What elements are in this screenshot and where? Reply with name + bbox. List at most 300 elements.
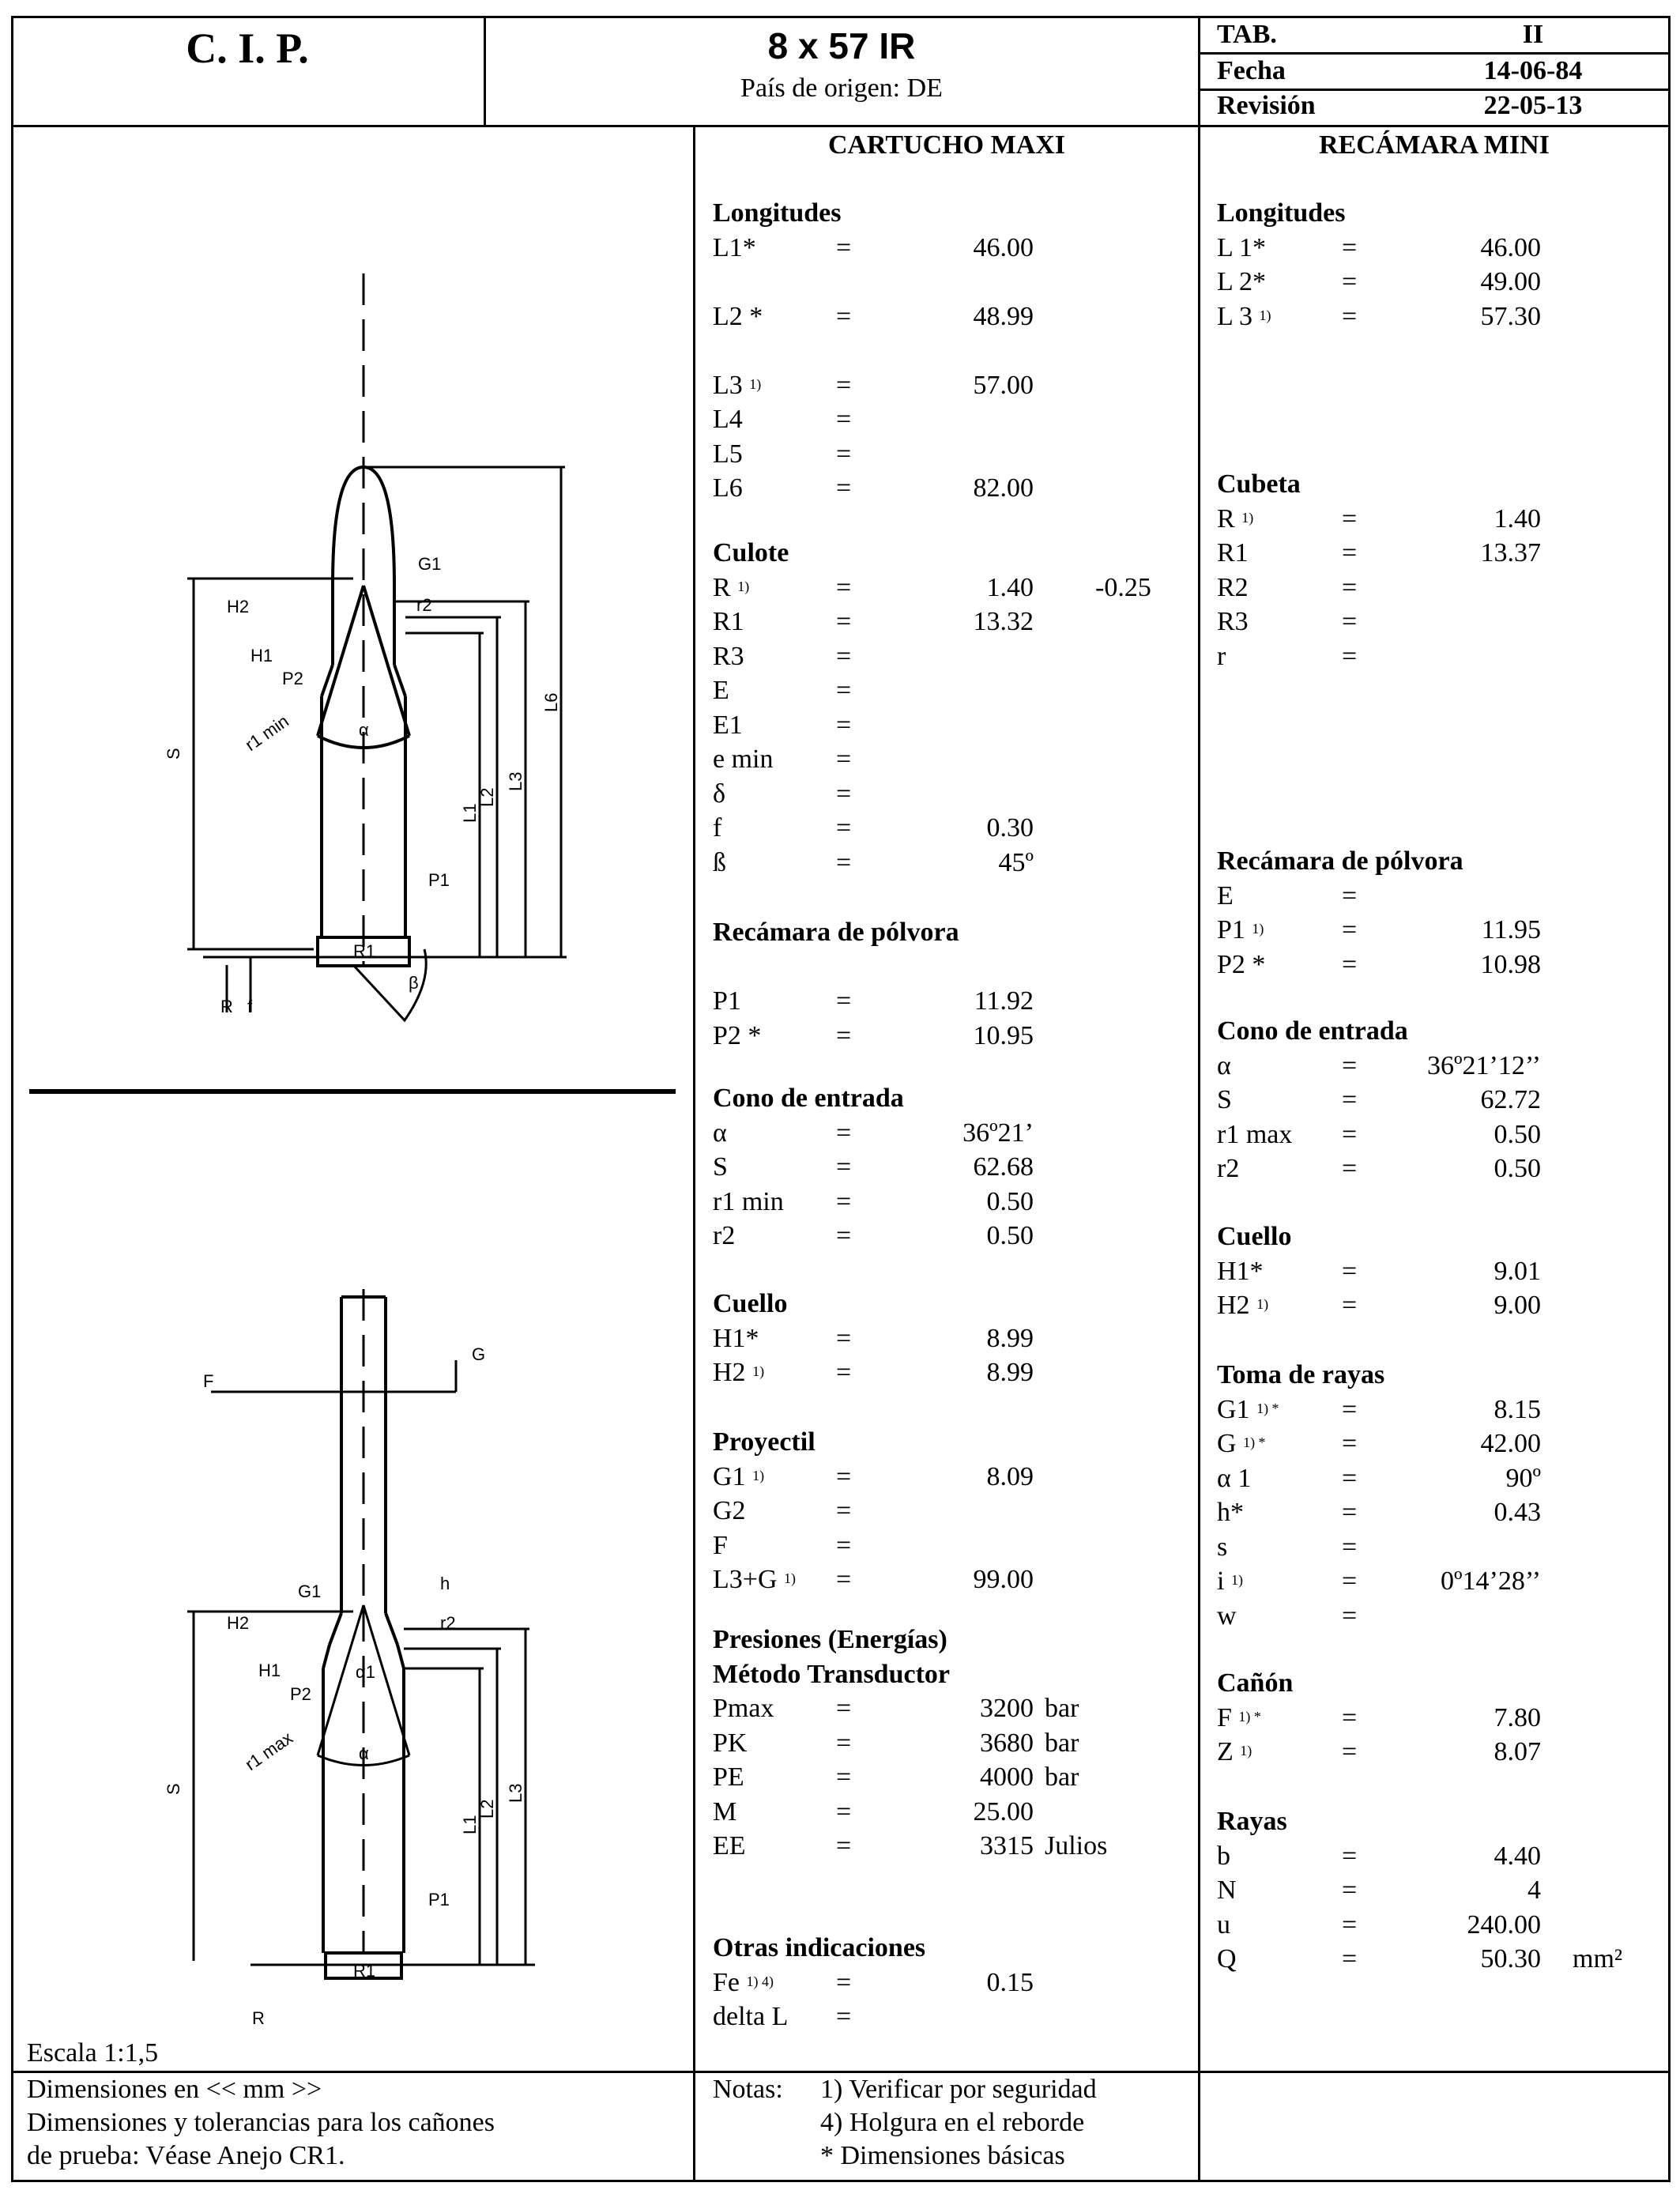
section-heading: Cuello [713,1289,788,1318]
note-3: * Dimensiones básicas [820,2141,1065,2170]
fecha-label: Fecha [1217,56,1286,85]
spec-label-text: M [713,1796,737,1826]
spec-label [713,301,763,333]
spec-equals: = [836,232,852,262]
spec-label [713,606,744,638]
recamara-title: RECÁMARA MINI [1319,130,1550,160]
spec-label-text: P1 [713,986,741,1016]
spec-equals: = [1342,607,1358,636]
spec-label-text: G2 [713,1496,746,1525]
spec-value: 0.30 [986,813,1034,843]
spec-label-text: i [1217,1566,1225,1596]
section-heading: Proyectil [713,1427,816,1457]
svg-text:R1: R1 [353,941,376,961]
spec-label-text: Q [1217,1944,1237,1973]
spec-label [713,232,756,264]
spec-label [1217,1463,1251,1495]
spec-equals: = [1342,915,1358,944]
cartucho-title: CARTUCHO MAXI [827,130,1066,160]
spec-value: 11.95 [1481,915,1541,944]
spec-footnote: 1) [1256,1296,1269,1312]
spec-label-text: s [1217,1532,1228,1562]
spec-value: 4.40 [1494,1841,1541,1871]
spec-extra: mm² [1573,1944,1623,1973]
spec-equals: = [1342,880,1358,910]
tab-row-line-1 [1198,52,1671,55]
spec-value: 57.00 [973,370,1034,400]
spec-extra: bar [1045,1762,1079,1792]
spec-label-text: e min [713,745,774,774]
spec-label-text: P2 * [1217,949,1266,979]
spec-label [1217,1875,1237,1906]
spec-extra: -0.25 [1095,572,1151,602]
spec-equals: = [1342,232,1358,262]
spec-equals: = [1342,572,1358,602]
column-divider-2 [1198,16,1200,2182]
spec-footnote: 1) [752,1467,765,1483]
svg-text:L3: L3 [506,771,525,791]
spec-footnote: 1) [1230,1572,1243,1588]
svg-text:S: S [164,1783,183,1795]
spec-equals: = [836,1461,852,1491]
spec-label [1217,1050,1231,1082]
spec-label [1217,232,1266,264]
svg-text:α: α [359,1744,369,1763]
spec-value: 0º14’28’’ [1441,1566,1541,1596]
spec-label [1217,914,1264,946]
svg-text:L6: L6 [541,692,561,712]
spec-value: 99.00 [973,1565,1034,1594]
top-cone-right [363,586,409,736]
spec-equals: = [1342,301,1358,331]
footer-left-line-3: de prueba: Véase Anejo CR1. [27,2141,345,2170]
spec-label [713,641,744,673]
svg-text:R1: R1 [353,1961,376,1981]
spec-label [713,1186,784,1218]
spec-label [1217,1600,1237,1632]
section-heading: Presiones (Energías) [713,1625,947,1654]
spec-label-text: P1 [1217,915,1245,944]
spec-equals: = [836,676,852,705]
spec-label [713,778,725,810]
spec-label-text: L3+G [713,1565,778,1594]
spec-label [1217,537,1249,569]
spec-extra: Julios [1045,1831,1108,1860]
spec-label-text: Fe [713,1967,740,1997]
spec-equals: = [1342,1875,1358,1905]
spec-label [1217,641,1226,673]
cartridge-title: 8 x 57 IR [767,25,916,66]
spec-equals: = [836,405,852,434]
org-title: C. I. P. [186,25,309,72]
spec-equals: = [1342,1394,1358,1424]
spec-label [1217,1702,1261,1734]
spec-label [713,1152,728,1183]
spec-label-text: δ [713,778,726,809]
spec-equals: = [1342,1909,1358,1940]
spec-label-text: u [1217,1909,1230,1940]
spec-label-text: R2 [1217,572,1249,602]
spec-footnote: 1) * [1256,1400,1279,1416]
spec-label-text: L 2* [1217,267,1267,296]
spec-equals: = [1342,267,1358,296]
spec-label-text: α 1 [1217,1463,1252,1493]
spec-label [713,370,761,401]
spec-value: 50.30 [1480,1944,1541,1973]
spec-value: 0.50 [1494,1154,1541,1183]
spec-value: 49.00 [1480,267,1541,296]
spec-label-text: R [713,572,731,602]
spec-value: 57.30 [1480,301,1541,331]
spec-equals: = [836,473,852,503]
country-origin: País de origen: DE [740,74,943,103]
spec-equals: = [1342,1841,1358,1871]
spec-value: 10.98 [1480,949,1541,979]
spec-label [1217,1909,1230,1941]
svg-text:R: R [220,997,233,1016]
spec-label [1217,572,1249,604]
spec-value: 10.95 [973,1020,1034,1050]
spec-equals: = [836,607,852,636]
spec-equals: = [836,1728,852,1758]
spec-equals: = [836,778,852,809]
spec-label [713,1830,746,1862]
spec-label-text: EE [713,1831,746,1860]
spec-footnote: 1) [752,1363,765,1379]
section-heading: Cubeta [1217,469,1301,499]
spec-label-text: r [1217,641,1226,671]
spec-equals: = [836,986,852,1016]
section-heading: Cuello [1217,1222,1292,1251]
spec-value: 13.32 [973,607,1034,636]
svg-text:r2: r2 [440,1613,456,1633]
spec-value: 0.50 [986,1186,1034,1216]
spec-label-text: S [713,1152,728,1182]
spec-label [1217,1394,1279,1426]
spec-label-text: R1 [713,607,744,636]
section-subheading: Método Transductor [713,1659,951,1689]
top-cone-left [318,586,363,736]
spec-label [713,1564,796,1596]
column-divider-1 [693,125,695,2182]
spec-value: 9.01 [1494,1256,1541,1286]
spec-value: 36º21’ [962,1118,1034,1148]
spec-label [1217,503,1253,535]
revision-value: 22-05-13 [1483,91,1583,120]
spec-footnote: 1) * [1243,1434,1266,1450]
svg-text:L1: L1 [460,803,480,823]
spec-label-text: α [713,1118,727,1148]
spec-value: 46.00 [973,232,1034,262]
spec-label [713,710,743,741]
svg-text:r2: r2 [416,595,432,615]
spec-value: 8.99 [986,1323,1034,1353]
spec-label [1217,949,1265,981]
spec-value: 1.40 [986,572,1034,602]
spec-equals: = [836,439,852,469]
spec-label-text: r1 max [1217,1119,1293,1149]
spec-equals: = [836,301,852,331]
spec-label-text: E [1217,880,1234,910]
frame-footer-top [11,2071,1671,2073]
spec-equals: = [836,370,852,400]
spec-label [713,1796,736,1828]
spec-equals: = [1342,1463,1358,1493]
svg-text:L2: L2 [477,1799,497,1819]
revision-label: Revisión [1217,91,1316,120]
spec-value: 8.15 [1494,1394,1541,1424]
svg-text:L2: L2 [477,787,497,807]
spec-equals: = [836,1358,852,1387]
spec-equals: = [836,813,852,843]
spec-equals: = [1342,1566,1358,1596]
drawing-scale: Escala 1:1,5 [27,2038,159,2068]
svg-text:G1: G1 [418,554,442,574]
footer-left-line-1: Dimensiones en << mm >> [27,2075,322,2104]
frame-right [1668,16,1671,2182]
technical-drawing [13,127,693,2070]
spec-value: 48.99 [973,301,1034,331]
spec-label [713,439,743,470]
section-heading: Cañón [1217,1668,1294,1698]
spec-footnote: 1) * [1238,1708,1261,1725]
spec-footnote: 1) 4) [746,1973,774,1989]
spec-value: 13.37 [1480,538,1541,567]
spec-equals: = [1342,538,1358,567]
spec-label-text: R1 [1217,538,1249,567]
spec-label [713,812,721,844]
svg-text:r1 max: r1 max [241,1728,296,1775]
spec-label [1217,301,1271,333]
spec-label-text: b [1217,1841,1230,1871]
spec-label [713,1530,728,1562]
spec-equals: = [1342,1119,1358,1149]
spec-equals: = [836,1831,852,1860]
spec-label [1217,1119,1292,1151]
spec-label-text: G1 [1217,1394,1250,1424]
svg-text:S: S [164,748,183,760]
spec-equals: = [1342,1256,1358,1286]
spec-equals: = [836,1152,852,1182]
spec-equals: = [1342,1291,1358,1320]
svg-text:G1: G1 [298,1581,322,1601]
spec-value: 62.68 [973,1152,1034,1182]
spec-value: 4000 [980,1762,1034,1792]
spec-label-text: E [713,676,729,705]
spec-label [713,572,749,604]
spec-label [1217,1428,1266,1460]
spec-equals: = [1342,1944,1358,1973]
spec-label-text: S [1217,1085,1232,1114]
spec-label-text: P2 * [713,1020,762,1050]
spec-label-text: r1 min [713,1186,784,1216]
spec-label-text: R3 [1217,607,1249,636]
section-heading: Toma de rayas [1217,1360,1385,1389]
spec-label-text: R [1217,503,1235,533]
spec-value: 3200 [980,1694,1034,1723]
spec-label-text: f [713,813,722,843]
section-heading: Cono de entrada [1217,1016,1408,1046]
spec-equals: = [836,1221,852,1250]
spec-label [1217,1566,1243,1597]
spec-label [1217,1736,1252,1768]
spec-label [1217,1532,1227,1563]
spec-label [713,1323,759,1355]
spec-label-text: Z [1217,1737,1234,1766]
spec-label-text: H2 [1217,1291,1250,1320]
spec-label-text: H1* [713,1323,759,1353]
spec-equals: = [836,1565,852,1594]
spec-value: 82.00 [973,473,1034,503]
spec-equals: = [1342,641,1358,671]
tab-label: TAB. [1217,20,1277,49]
spec-label [1217,880,1234,912]
spec-label-text: ß [713,847,726,877]
svg-text:P1: P1 [428,1890,450,1909]
spec-label [1217,606,1249,638]
spec-label-text: F [1217,1702,1232,1732]
spec-label-text: PE [713,1762,744,1792]
spec-value: 36º21’12’’ [1427,1050,1541,1080]
section-heading: Longitudes [1217,198,1346,228]
spec-equals: = [836,2002,852,2031]
spec-label [1217,266,1266,298]
svg-text:L3: L3 [506,1783,525,1803]
spec-label [1217,1153,1239,1185]
spec-extra: bar [1045,1728,1079,1758]
spec-equals: = [1342,1600,1358,1630]
section-heading: Recámara de pólvora [713,918,959,947]
svg-text:r1 min: r1 min [241,711,292,756]
spec-equals: = [836,1762,852,1792]
spec-value: 45º [998,847,1034,877]
note-2: 4) Holgura en el reborde [820,2108,1085,2137]
spec-footnote: 1) [737,578,750,594]
spec-label-text: F [713,1530,728,1560]
spec-label [1217,1290,1268,1321]
spec-equals: = [1342,949,1358,979]
spec-equals: = [1342,1050,1358,1080]
spec-equals: = [1342,1154,1358,1183]
spec-equals: = [1342,1737,1358,1766]
spec-label [1217,1841,1230,1872]
footer-left-line-2: Dimensiones y tolerancias para los cañones [27,2108,495,2137]
svg-text:α: α [359,720,369,740]
svg-text:P2: P2 [282,669,303,688]
spec-label-text: L4 [713,405,743,434]
svg-text:H2: H2 [227,1613,250,1633]
spec-value: 1.40 [1494,503,1541,533]
spec-value: 0.43 [1494,1498,1541,1527]
spec-value: 8.09 [986,1461,1034,1491]
spec-value: 7.80 [1494,1702,1541,1732]
spec-label-text: L 3 [1217,301,1253,331]
spec-label-text: h* [1217,1498,1244,1527]
spec-equals: = [836,1496,852,1525]
spec-equals: = [1342,1429,1358,1458]
spec-label [713,404,743,435]
spec-label-text: E1 [713,710,743,740]
spec-label-text: r2 [1217,1154,1240,1183]
spec-equals: = [836,1118,852,1148]
section-heading: Culote [713,538,789,567]
spec-equals: = [836,847,852,877]
spec-equals: = [1342,1702,1358,1732]
spec-value: 62.72 [1480,1085,1541,1114]
spec-label [713,1728,747,1759]
spec-equals: = [836,1323,852,1353]
spec-value: 25.00 [973,1796,1034,1826]
spec-footnote: 1) [1241,509,1254,526]
spec-label-text: delta L [713,2002,789,2031]
spec-label-text: L6 [713,473,743,503]
spec-label-text: w [1217,1600,1237,1630]
spec-label [1217,1256,1264,1287]
spec-label-text: G [1217,1429,1237,1458]
notes-label: Notas: [713,2075,783,2104]
svg-text:α1: α1 [356,1662,375,1682]
spec-value: 9.00 [1494,1291,1541,1320]
spec-equals: = [836,1186,852,1216]
spec-label [713,1220,735,1252]
frame-bottom [11,2180,1671,2182]
spec-footnote: 1) [1259,307,1271,323]
spec-label-text: PK [713,1728,748,1758]
svg-text:β: β [409,973,419,993]
spec-label-text: L5 [713,439,743,469]
spec-equals: = [836,745,852,774]
spec-footnote: 1) [749,375,762,392]
spec-label [713,986,741,1017]
spec-label [1217,1943,1237,1975]
spec-label [1217,1084,1232,1116]
spec-value: 46.00 [1480,232,1541,262]
spec-label-text: L3 [713,370,743,400]
spec-value: 4 [1527,1875,1541,1905]
spec-label-text: N [1217,1875,1237,1905]
spec-value: 3680 [980,1728,1034,1758]
spec-label [713,675,729,707]
spec-value: 90º [1505,1463,1541,1493]
svg-text:G: G [472,1344,486,1364]
spec-extra: bar [1045,1694,1079,1723]
spec-equals: = [1342,1532,1358,1562]
spec-label [713,847,726,879]
spec-value: 11.92 [974,986,1034,1016]
frame-top [11,16,1671,18]
section-heading: Rayas [1217,1807,1287,1836]
spec-label-text: Pmax [713,1694,774,1723]
spec-label [713,2001,788,2033]
spec-equals: = [1342,503,1358,533]
svg-text:H2: H2 [227,597,250,616]
spec-label [713,744,773,775]
svg-text:H1: H1 [258,1661,281,1680]
section-heading: Longitudes [713,198,842,228]
spec-label [713,1461,764,1493]
svg-text:f: f [247,997,253,1016]
spec-label [713,1762,744,1793]
note-1: 1) Verificar por seguridad [820,2075,1097,2104]
spec-equals: = [836,572,852,602]
spec-label-text: L1* [713,232,756,262]
spec-label-text: L 1* [1217,232,1267,262]
spec-equals: = [836,1967,852,1997]
spec-label [713,473,743,504]
svg-text:H1: H1 [250,646,273,665]
spec-label [713,1118,727,1149]
spec-label [713,1020,761,1052]
